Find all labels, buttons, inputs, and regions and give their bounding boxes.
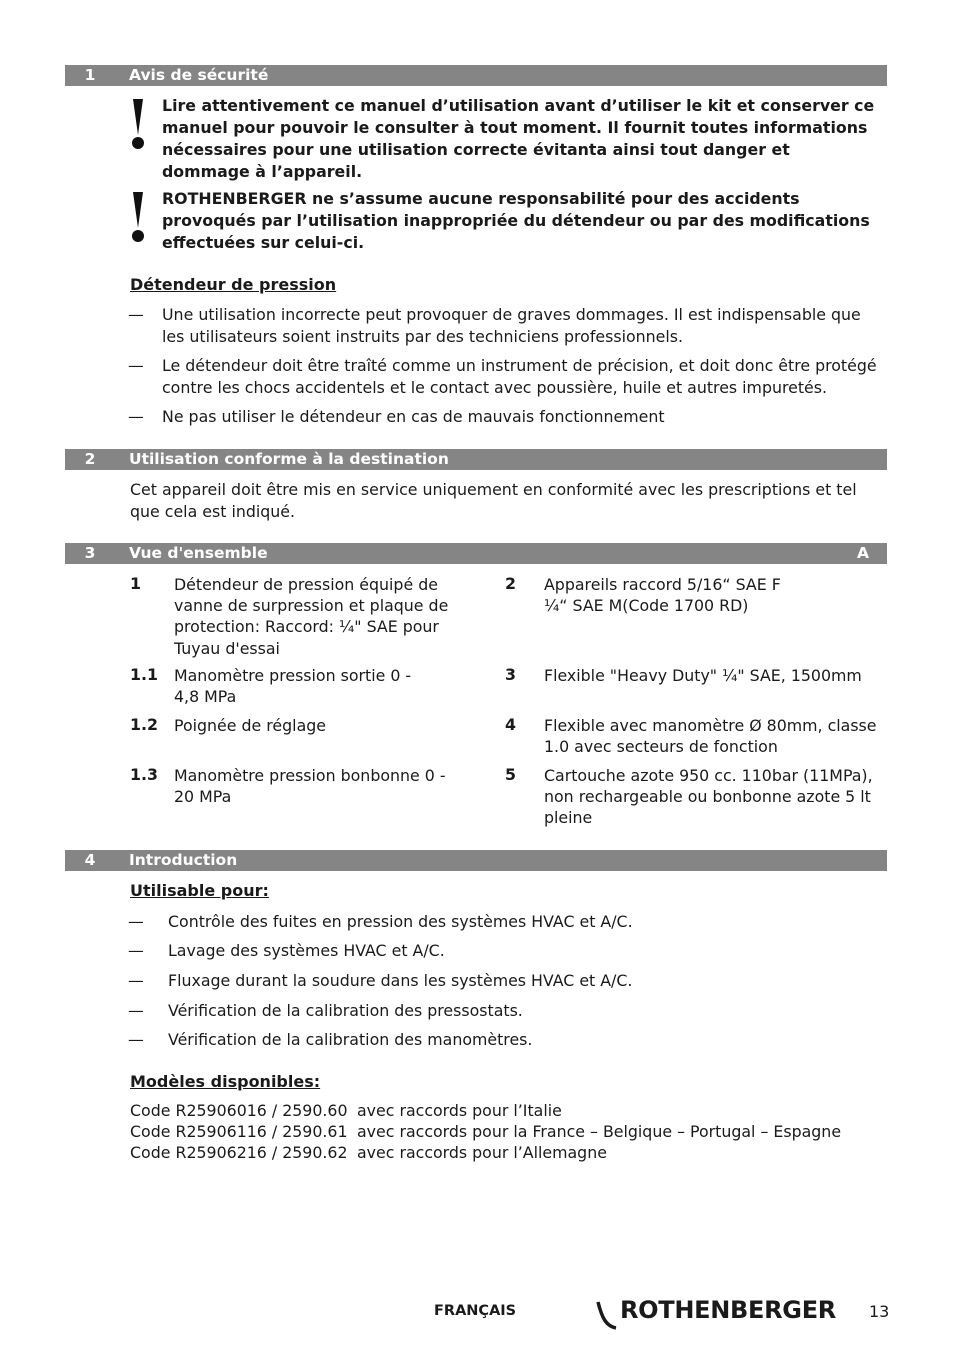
list-item: — Vérification de la calibration des manomètres.	[128, 1030, 533, 1049]
page-number: 13	[869, 1302, 890, 1321]
overview-number: 1	[130, 574, 141, 593]
section-header-3	[65, 543, 887, 564]
brand-logo: ROTHENBERGER	[596, 1296, 836, 1324]
section-title: Vue d'ensemble	[129, 544, 268, 562]
list-item: — Fluxage durant la soudure dans les systèmes HVAC et A/C.	[128, 971, 633, 990]
model-desc: avec raccords pour l’Allemagne	[357, 1143, 607, 1162]
subheading-modeles: Modèles disponibles:	[130, 1072, 321, 1091]
overview-number: 1.1	[130, 665, 158, 684]
list-item: — Contrôle des fuites en pression des systèmes HVAC et A/C.	[128, 912, 633, 931]
model-code: Code R25906116 / 2590.61	[130, 1122, 348, 1141]
overview-number: 5	[505, 765, 516, 784]
overview-text: Manomètre pression bonbonne 0 - 20 MPa	[174, 766, 446, 807]
section-number: 1	[84, 66, 96, 84]
list-item: — Lavage des systèmes HVAC et A/C.	[128, 941, 445, 960]
overview-number: 2	[505, 574, 516, 593]
model-row	[130, 1142, 607, 1163]
subheading-detendeur: Détendeur de pression	[130, 275, 337, 294]
list-item: — Une utilisation incorrecte peut provoquer de graves dommages. Il est indispensable que les utilisateurs soient instruits par des techniciens professionnels.	[128, 305, 861, 346]
overview-text: Manomètre pression sortie 0 - 4,8 MPa	[174, 666, 412, 707]
overview-text: Détendeur de pression équipé de vanne de surpression et plaque de protection: Raccord: ¼" SAE pour Tuyau d'essai	[174, 575, 449, 658]
utilisation-text: Cet appareil doit être mis en service uniquement en conformité avec les prescriptions et tel que cela est indiqué.	[130, 480, 857, 521]
overview-number: 1.2	[130, 715, 158, 734]
section-number: 2	[84, 450, 96, 468]
warning-text: ROTHENBERGER ne s’assume aucune responsabilité pour des accidents provoqués par l’utilisation inappropriée du détendeur ou par des modifications effectuées sur celui-ci.	[162, 189, 870, 252]
figure-tag: A	[857, 544, 869, 562]
list-item: — Vérification de la calibration des pressostats.	[128, 1001, 523, 1020]
model-desc: avec raccords pour la France – Belgique – Portugal – Espagne	[357, 1122, 842, 1141]
overview-text: Flexible avec manomètre Ø 80mm, classe 1.0 avec secteurs de fonction	[544, 716, 877, 757]
section-header-2	[65, 449, 887, 470]
section-header-1	[65, 65, 887, 86]
section-header-4	[65, 850, 887, 871]
warning-text: Lire attentivement ce manuel d’utilisation avant d’utiliser le kit et conserver ce manuel pour pouvoir le consulter à tout moment. Il fournit toutes informations nécessaires pour une utilisation correcte évitanta ainsi tout danger et dommage à l’appareil.	[162, 96, 875, 181]
section-title: Introduction	[129, 851, 238, 869]
overview-number: 1.3	[130, 765, 158, 784]
subheading-utilisable: Utilisable pour:	[130, 881, 269, 900]
list-item: — Le détendeur doit être traîté comme un instrument de précision, et doit donc être protégé contre les chocs accidentels et le contact avec poussière, huile et autres impuretés.	[128, 356, 877, 397]
section-number: 3	[84, 544, 96, 562]
model-code: Code R25906016 / 2590.60	[130, 1101, 348, 1120]
overview-text: Flexible "Heavy Duty" ¼" SAE, 1500mm	[544, 666, 862, 685]
overview-text: Appareils raccord 5/16“ SAE F ¼“ SAE M(Code 1700 RD)	[544, 575, 781, 616]
overview-text: Cartouche azote 950 cc. 110bar (11MPa), non rechargeable ou bonbonne azote 5 lt pleine	[544, 766, 873, 828]
model-code: Code R25906216 / 2590.62	[130, 1143, 348, 1162]
model-desc: avec raccords pour l’Italie	[357, 1101, 562, 1120]
overview-text: Poignée de réglage	[174, 716, 326, 735]
model-row	[130, 1100, 562, 1121]
section-title: Utilisation conforme à la destination	[129, 450, 449, 468]
brand-mark-icon	[596, 1296, 622, 1330]
overview-number: 4	[505, 715, 516, 734]
model-row	[130, 1121, 841, 1142]
overview-number: 3	[505, 665, 516, 684]
list-item: — Ne pas utiliser le détendeur en cas de mauvais fonctionnement	[128, 407, 665, 426]
section-number: 4	[84, 851, 96, 869]
footer-language: FRANÇAIS	[434, 1303, 517, 1319]
section-title: Avis de sécurité	[129, 66, 269, 84]
